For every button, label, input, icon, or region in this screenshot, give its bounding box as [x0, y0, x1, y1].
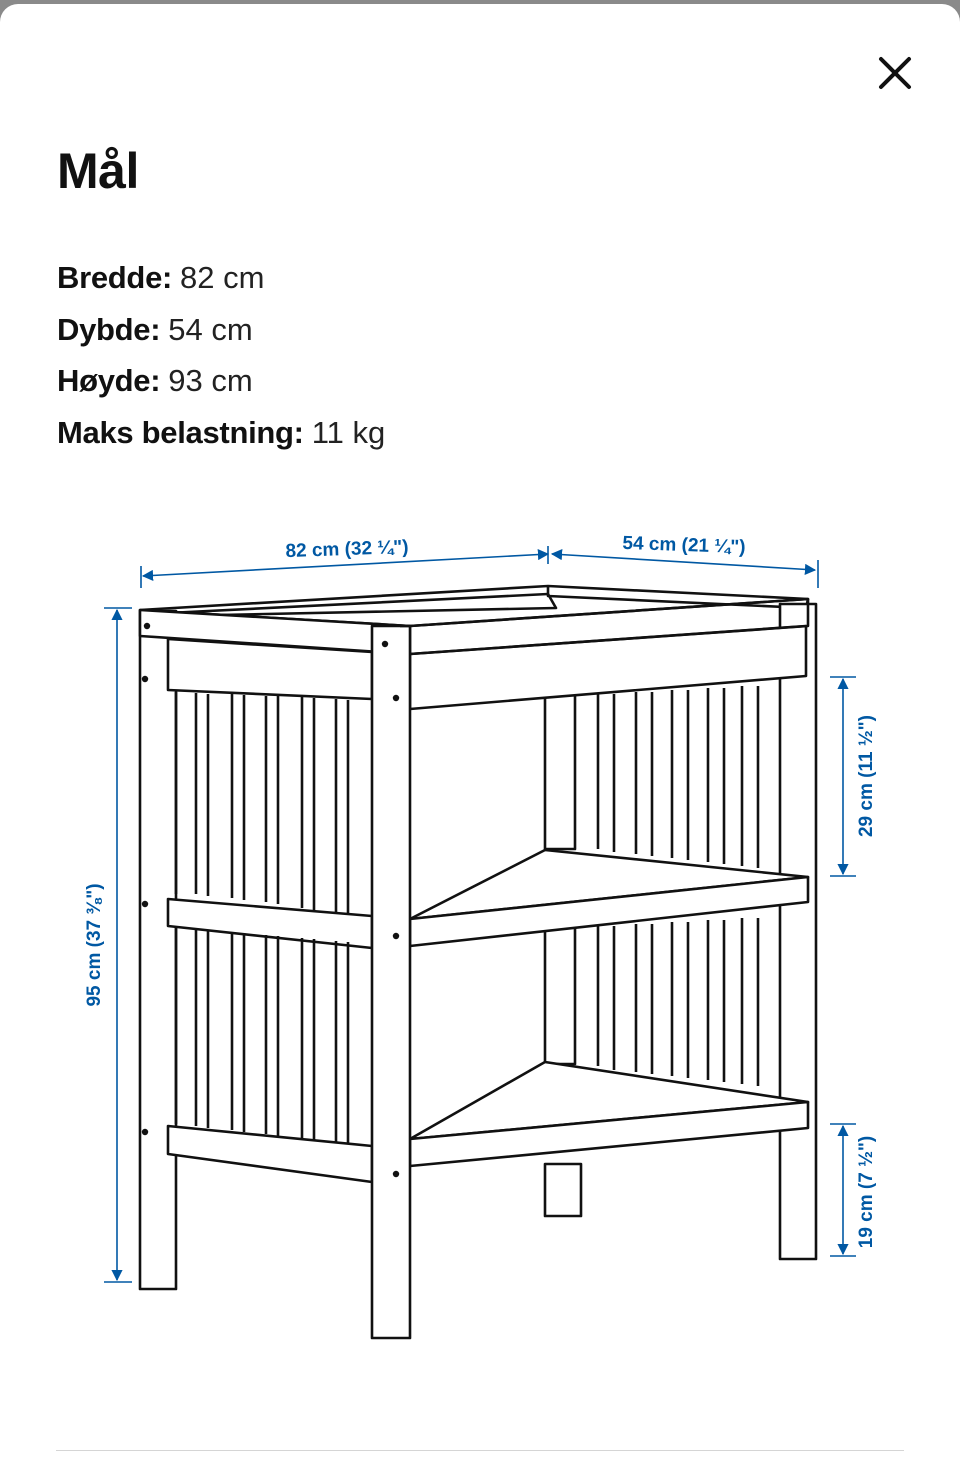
changing-table-drawing: [140, 586, 816, 1338]
divider: [56, 1450, 904, 1451]
depth-dimension-label: 54 cm (21 ¼"): [622, 532, 746, 559]
spec-height: Høyde: 93 cm: [57, 363, 253, 398]
spec-list: [57, 252, 385, 458]
height-dimension-label: 95 cm (37 ⅜"): [84, 883, 105, 1007]
close-icon: [878, 56, 912, 90]
spec-max-load: Maks belastning: 11 kg: [57, 414, 386, 450]
bottom-clearance-dimension-label: 19 cm (7 ½"): [856, 1135, 877, 1249]
spec-depth: Dybde: 54 cm: [57, 311, 253, 347]
dimensions-sheet: [0, 4, 960, 1474]
close-button[interactable]: [866, 44, 924, 102]
width-dimension-label: 82 cm (32 ¼"): [285, 536, 409, 563]
shelf-gap-dimension-label: 29 cm (11 ½"): [856, 714, 877, 838]
page-title: Mål: [57, 143, 139, 199]
spec-width: Bredde: 82 cm: [57, 260, 265, 295]
dimension-diagram: [0, 504, 960, 1384]
